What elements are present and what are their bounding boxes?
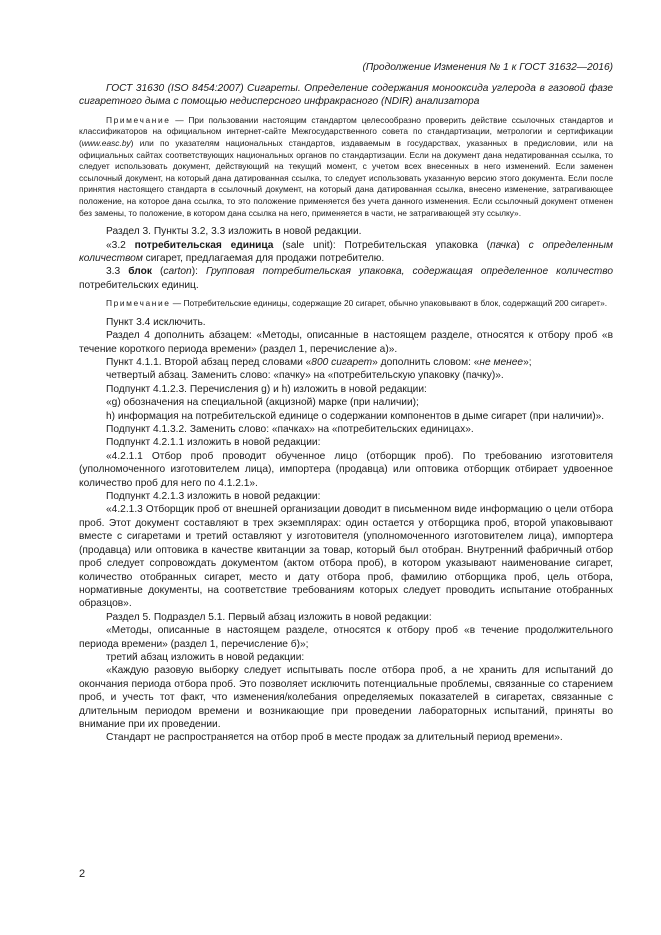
section3-intro: Раздел 3. Пункты 3.2, 3.3 изложить в новой редакции. — [106, 226, 362, 238]
item-4-2-1-3-text: «4.2.1.3 Отборщик проб от внешней организации доводит в письменном виде информацию о цели отбора проб. Этот документ составляют в трех экземплярах: один остается у отборщика проб, второй упаковывают вместе с сигаретами и третий оставляют у изготовителя (уполномоченного изготовителем лица), импортера (продавца) или оптовика в качестве квитанции за товар, который был отобран. Внутренний фабричный отбор проб следует сопровождать документом (актом отбора проб), в котором указывают наименование сигарет, количество отобранных сигарет, место и дату отбора проб, фамилию отборщика проб, цель отбора, нормативные документы, на соответствие требованиям которых следует проводить испытание отобранных образцов». — [79, 504, 613, 610]
note-carton — [79, 298, 613, 310]
document-body — [79, 82, 613, 745]
standard-scope-text: Стандарт не распространяется на отбор проб в месте продаж за длительный период времени». — [106, 732, 563, 744]
def-3-2-part-f: сигарет, предлагаемая для продажи потребителю. — [142, 252, 385, 264]
enum-g: «g) обозначения на специальной (акцизной) марке (при наличии); — [106, 397, 419, 409]
item-4-1-1-d: не менее — [479, 357, 524, 368]
note-label: Примечание — [106, 114, 171, 125]
standard-reference — [79, 82, 613, 109]
page-number: 2 — [79, 868, 86, 880]
def-3-3-part-f: потребительских единиц. — [79, 279, 199, 291]
continuation-header: (Продолжение Изменения № 1 к ГОСТ 31632—2016) — [362, 62, 613, 73]
section5-intro: Раздел 5. Подраздел 5.1. Первый абзац изложить в новой редакции: — [106, 611, 432, 623]
enum-h: h) информация на потребительской единице о содержании компонентов в дыме сигарет (при наличии)». — [106, 410, 605, 422]
def-3-3-number: 3.3 — [106, 266, 129, 278]
note-url: www.easc.by — [81, 138, 131, 148]
def-3-3-part-e: Групповая потребительская упаковка, содержащая определенное количество — [205, 266, 613, 278]
item-4-2-1-1-text: «4.2.1.1 Отбор проб проводит обученное лицо (отборщик проб). По требованию изготовителя (уполномоченного изготовителем лица), импортера (продавца) или оптовика отборщик отбирает удвоенное количество проб для него по 4.1.2.1». — [79, 450, 613, 489]
note-references — [79, 115, 613, 219]
item-4-1-1-a: Пункт 4.1.1. Второй абзац перед словами « — [106, 357, 312, 368]
def-3-2-number: «3.2 — [106, 239, 135, 251]
section4-add: Раздел 4 дополнить абзацем: «Методы, описанные в настоящем разделе, относятся к отбору проб «в течение короткого периода времени» (раздел 1, перечисление а)». — [79, 330, 613, 355]
section5-methods: «Методы, описанные в настоящем разделе, относятся к отбору проб «в течение продолжительного периода времени» (раздел 1, перечисление б)»; — [79, 625, 613, 650]
def-3-3-part-b: ( — [151, 266, 164, 278]
item-4-1-1 — [79, 356, 613, 369]
third-paragraph: третий абзац изложить в новой редакции: — [106, 651, 305, 663]
item-4-2-1-3: Подпункт 4.2.1.3 изложить в новой редакции: — [106, 491, 321, 503]
def-3-3-part-d: ): — [191, 266, 206, 278]
item-4-1-1-b: 800 сигарет — [311, 357, 373, 368]
def-3-2-term: потребительская единица — [134, 239, 274, 251]
item-4-1-1-c: » дополнить словом: « — [372, 357, 480, 368]
item-4-1-1-e: »; — [523, 357, 532, 368]
standard-reference-text: ГОСТ 31630 (ISO 8454:2007) Сигареты. Определение содержания монооксида углерода в газовой фазе сигаретного дыма с помощью недисперсного инфракрасного (NDIR) анализатора — [79, 83, 613, 108]
def-3-2-part-c: пачка — [490, 239, 517, 251]
fourth-paragraph: четвертый абзац. Заменить слово: «пачку» на «потребительскую упаковку (пачку)». — [106, 370, 504, 382]
item-4-1-3-2: Подпункт 4.1.3.2. Заменить слово: «пачках» на «потребительских единицах». — [106, 424, 474, 436]
def-3-3-part-c: carton — [163, 266, 192, 278]
note-label-2: Примечание — [106, 298, 171, 309]
definition-3-3 — [79, 265, 613, 292]
item-3-4: Пункт 3.4 исключить. — [106, 316, 206, 328]
def-3-3-term: блок — [128, 266, 152, 278]
note-carton-text: — Потребительские единицы, содержащие 20 сигарет, обычно упаковывают в блок, содержащий 200 сигарет». — [170, 298, 608, 309]
def-3-2-part-d: ) — [516, 239, 529, 251]
sample-testing-text: «Каждую разовую выборку следует испытывать после отбора проб, а не хранить для испытаний до окончания периода отбора проб. Это позволяет исключить потенциальные проблемы, связанные со старением проб, и учесть тот факт, что изменения/колебания определяемых показателей в сигаретах, связанные с длительным периодом времени и возникающие при проведении лабораторных испытаний, приняты во внимание при их проведении. — [79, 665, 613, 730]
item-4-2-1-1: Подпункт 4.2.1.1 изложить в новой редакции: — [106, 437, 321, 449]
note-text-2: ) или по указателям национальных стандартов, издаваемым в государствах, указанных в предисловии, или на официальных сайтах соответствующих национальных органов по стандартизации. Если на документ дана недатированная ссылка, то следует использовать документ, действующий на текущий момент, с учетом всех внесенных в него изменений. Если заменен ссылочный документ, на который дана датированная ссылка, то следует использовать указанную версию этого документа. Если после принятия настоящего стандарта в ссылочный документ, на который дана датированная ссылка, внесено изменение, затрагивающее положение, на которое дана ссылка, то это положение применяется без учета данного изменения. Если ссылочный документ отменен без замены, то положение, в котором дана ссылка на него, применяется в части, не затрагивающей эту ссылку». — [79, 138, 613, 218]
definition-3-2 — [79, 239, 613, 266]
note-text-1: — При пользовании настоящим стандартом целесообразно проверить действие ссылочных стандартов и классификаторов на официальном интернет-сайте Межгосударственного совета по стандартизации, метрологии и сертификации ( — [79, 114, 613, 148]
def-3-2-part-b: (sale unit): Потребительская упаковка ( — [273, 239, 491, 251]
def-3-2-part-e: с определенным количеством — [79, 239, 614, 264]
item-4-1-2-3: Подпункт 4.1.2.3. Перечисления g) и h) изложить в новой редакции: — [106, 383, 427, 395]
